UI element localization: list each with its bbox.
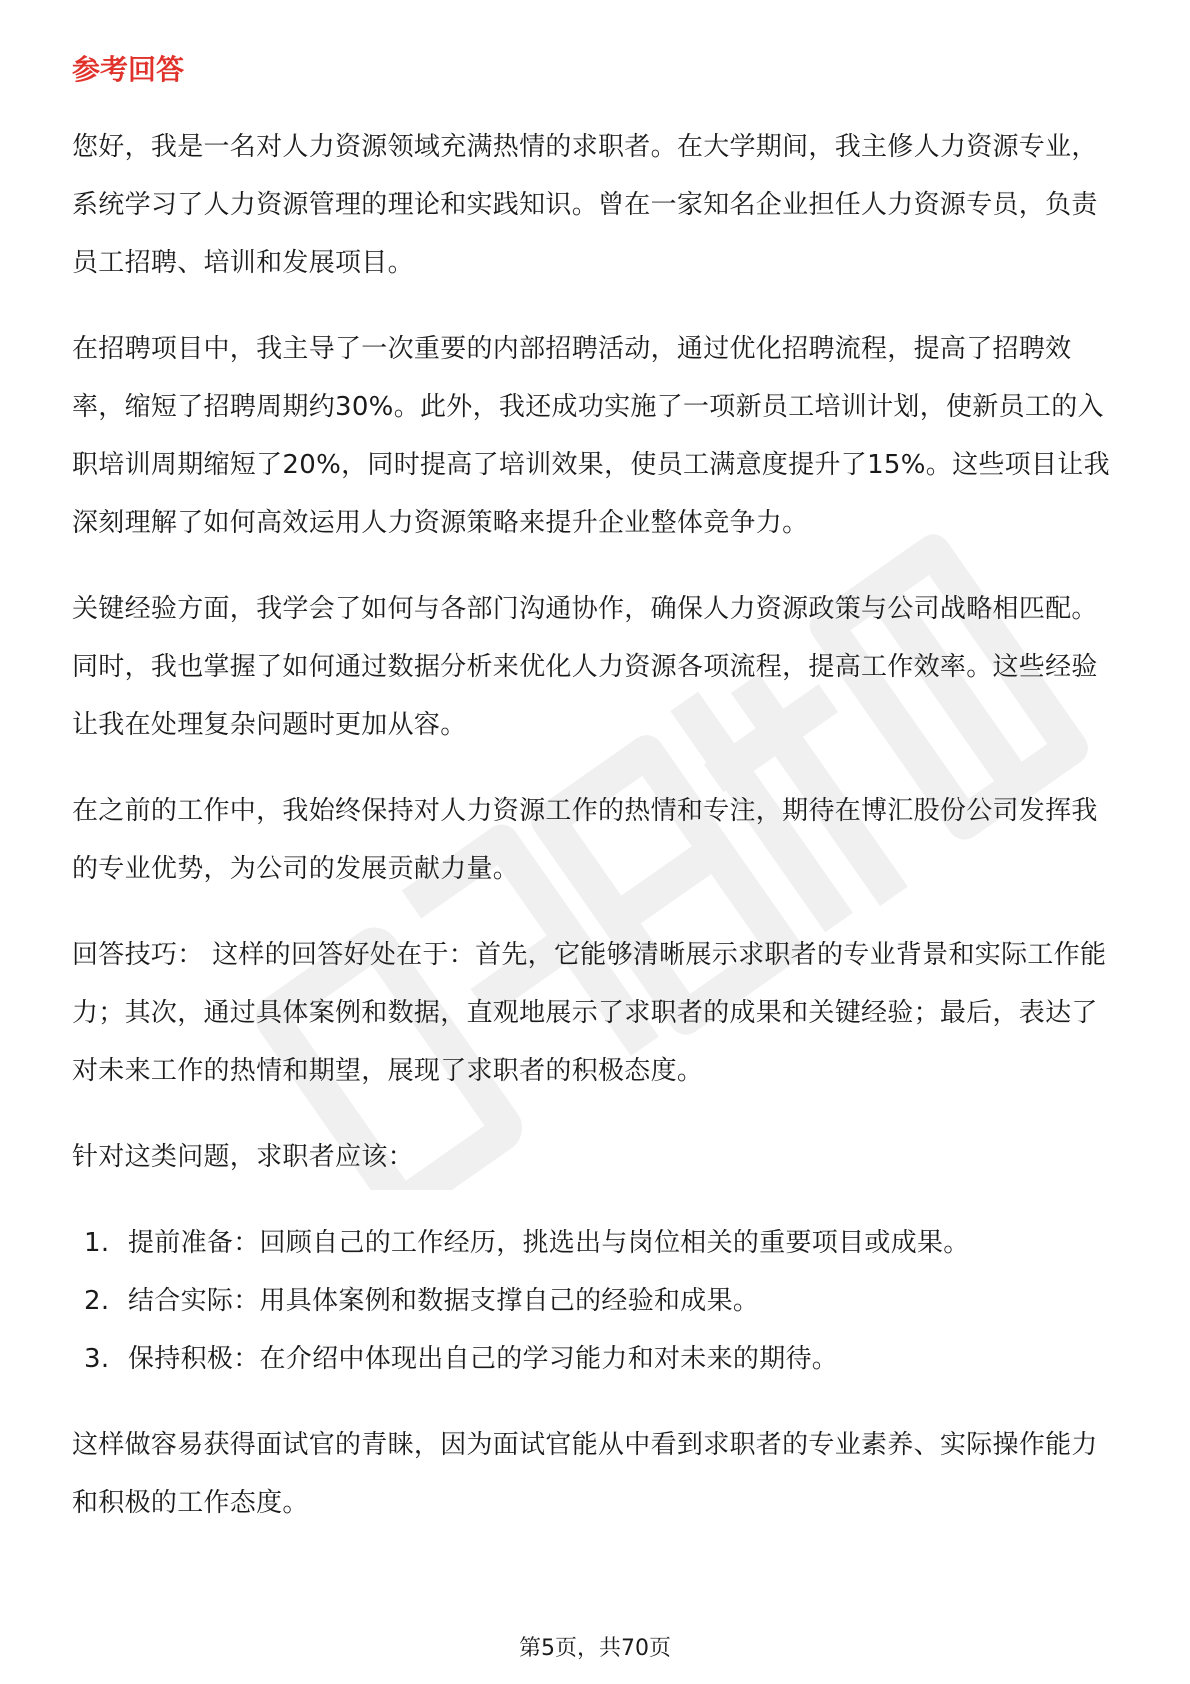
document-body	[72, 50, 1122, 1560]
list-number: 3.	[84, 1344, 110, 1374]
list-item	[72, 1214, 1122, 1272]
list-text: 提前准备：回顾自己的工作经历，挑选出与岗位相关的重要项目或成果。	[128, 1228, 970, 1258]
summary-paragraph: 这样做容易获得面试官的青睐，因为面试官能从中看到求职者的专业素养、实际操作能力和积极的工作态度。	[72, 1430, 1098, 1518]
answer-paragraph-intro: 您好，我是一名对人力资源领域充满热情的求职者。在大学期间，我主修人力资源专业，系统学习了人力资源管理的理论和实践知识。曾在一家知名企业担任人力资源专员，负责员工招聘、培训和发展项目。	[72, 132, 1098, 278]
advice-list	[72, 1214, 1122, 1388]
advice-intro: 针对这类问题，求职者应该：	[72, 1142, 414, 1172]
list-item	[72, 1330, 1122, 1388]
list-text: 保持积极：在介绍中体现出自己的学习能力和对未来的期待。	[128, 1344, 839, 1374]
list-number: 2.	[84, 1286, 110, 1316]
list-number: 1.	[84, 1228, 110, 1258]
answer-paragraph-closing: 在之前的工作中，我始终保持对人力资源工作的热情和专注，期待在博汇股份公司发挥我的专业优势，为公司的发展贡献力量。	[72, 796, 1098, 884]
section-heading: 参考回答	[72, 53, 185, 86]
page-footer: 第5页，共70页	[519, 1636, 671, 1661]
list-item	[72, 1272, 1122, 1330]
list-text: 结合实际：用具体案例和数据支撑自己的经验和成果。	[128, 1286, 760, 1316]
answer-paragraph-projects: 在招聘项目中，我主导了一次重要的内部招聘活动，通过优化招聘流程，提高了招聘效率，缩短了招聘周期约30%。此外，我还成功实施了一项新员工培训计划，使新员工的入职培训周期缩短了20%，同时提高了培训效果，使员工满意度提升了15%。这些项目让我深刻理解了如何高效运用人力资源策略来提升企业整体竞争力。	[72, 334, 1110, 538]
tips-paragraph: 回答技巧： 这样的回答好处在于：首先，它能够清晰展示求职者的专业背景和实际工作能力；其次，通过具体案例和数据，直观地展示了求职者的成果和关键经验；最后，表达了对未来工作的热情和期望，展现了求职者的积极态度。	[72, 940, 1107, 1086]
answer-paragraph-experience: 关键经验方面，我学会了如何与各部门沟通协作，确保人力资源政策与公司战略相匹配。同时，我也掌握了如何通过数据分析来优化人力资源各项流程，提高工作效率。这些经验让我在处理复杂问题时更加从容。	[72, 594, 1098, 740]
